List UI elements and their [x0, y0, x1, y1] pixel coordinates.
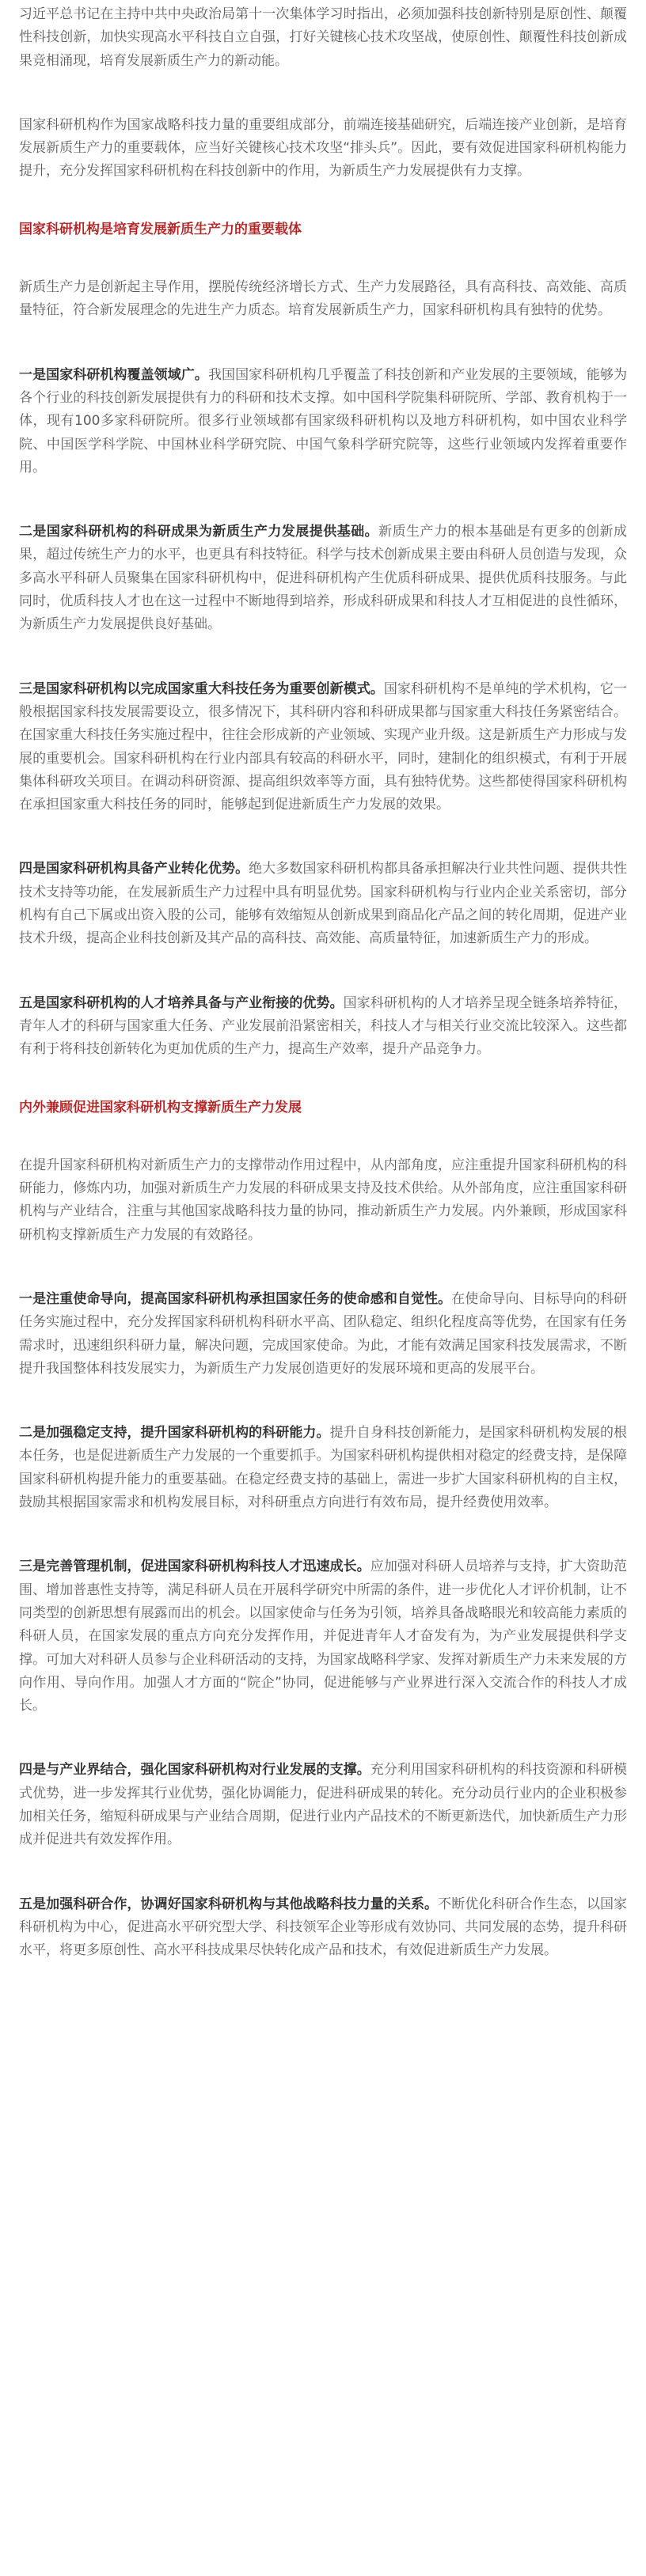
point-lead: 二是加强稳定支持，提升国家科研机构的科研能力。 [19, 1425, 330, 1441]
point-text: 国家科研机构不是单纯的学术机构，它一般根据国家科技发展需要设立，很多情况下，其科研内容和科研成果都与国家重大科技任务紧密结合。在国家重大科技任务实施过程中，往往会形成新的产业领域、实现产业升级。这是新质生产力形成与发展的重要机会。国家科研机构在行业内部具有较高的科研水平，同时，建制化的组织模式，有利于开展集体科研攻关项目。在调动科研资源、提高组织效率等方面，具有独特优势。这些都使得国家科研机构在承担国家重大科技任务的同时，能够起到促进新质生产力发展的效果。 [19, 680, 628, 813]
point-lead: 二是国家科研机构的科研成果为新质生产力发展提供基础。 [19, 524, 379, 540]
section-1-point-2 [19, 521, 627, 636]
section-2-point-1 [19, 1288, 627, 1381]
section-2-point-4 [19, 1759, 627, 1851]
section-2-intro [19, 1154, 627, 1247]
point-lead: 四是与产业界结合，强化国家科研机构对行业发展的支撑。 [19, 1762, 370, 1779]
point-lead: 一是注重使命导向，提高国家科研机构承担国家任务的使命感和自觉性。 [19, 1290, 452, 1307]
section-1-point-1 [19, 364, 627, 479]
intro-paragraph-2 [19, 114, 627, 184]
section-2-point-5 [19, 1893, 627, 1963]
intro-text-1: 习近平总书记在主持中共中央政治局第十一次集体学习时指出，必须加强科技创新特别是原创性、颠覆性科技创新，加快实现高水平科技自立自强，打好关键核心技术攻坚战，使原创性、颠覆性科技创新成果竞相涌现，培育发展新质生产力的新动能。 [19, 6, 627, 69]
section-1-point-4 [19, 858, 627, 950]
point-lead: 五是加强科研合作，协调好国家科研机构与其他战略科技力量的关系。 [19, 1896, 439, 1912]
section-2-intro-text: 在提升国家科研机构对新质生产力的支撑带动作用过程中，从内部角度，应注重提升国家科研机构的科研能力，修炼内功，加强对新质生产力发展的科研成果支持及技术供给。从外部角度，应注重国家科研机构与产业结合，注重与其他国家战略科技力量的协同，推动新质生产力发展。内外兼顾，形成国家科研机构支撑新质生产力发展的有效路径。 [19, 1157, 627, 1243]
point-text: 提升自身科技创新能力，是国家科研机构发展的根本任务，也是促进新质生产力发展的一个重要抓手。为国家科研机构提供相对稳定的经费支持，是保障国家科研机构提升能力的重要基础。在稳定经费支持的基础上，需进一步扩大国家科研机构的自主权，鼓励其根据国家需求和机构发展目标，对科研重点方向进行有效布局，提升经费使用效率。 [19, 1425, 628, 1511]
section-1-point-5 [19, 992, 627, 1062]
point-text: 不断优化科研合作生态，以国家科研机构为中心，促进高水平研究型大学、科技领军企业等形成有效协同、共同发展的态势，提升科研水平，将更多原创性、高水平科技成果尽快转化成产品和技术，有效促进新质生产力发展。 [19, 1896, 628, 1959]
point-text: 充分利用国家科研机构的科技资源和科研模式优势，进一步发挥其行业优势，强化协调能力，促进科研成果的转化。充分动员行业内的企业积极参加相关任务，缩短科研成果与产业结合周期，促进行业内产品技术的不断更新迭代，加快新质生产力形成并促进共有效发挥作用。 [19, 1762, 628, 1848]
point-text: 我国国家科研机构几乎覆盖了科技创新和产业发展的主要领域，能够为各个行业的科技创新发展提供有力的科研和技术支撑。如中国科学院集科研院所、学部、教育机构于一体，现有100多家科研院所。很多行业领域都有国家级科研机构以及地方科研机构，如中国农业科学院、中国医学科学院、中国林业科学研究院、中国气象科学研究院等，这些行业领域内发挥着重要作用。 [19, 366, 628, 475]
point-text: 绝大多数国家科研机构都具备承担解决行业共性问题、提供共性技术支持等功能，在发展新质生产力过程中具有明显优势。国家科研机构与行业内企业关系密切，部分机构有自己下属或出资入股的公司，能够有效缩短从创新成果到商品化产品之间的转化周期，促进产业技术升级，提高企业科技创新及其产品的高科技、高效能、高质量特征，加速新质生产力的形成。 [19, 861, 628, 947]
point-lead: 四是国家科研机构具备产业转化优势。 [19, 861, 249, 877]
point-lead: 三是完善管理机制，促进国家科研机构科技人才迅速成长。 [19, 1559, 370, 1575]
section-1-intro-text: 新质生产力是创新起主导作用，摆脱传统经济增长方式、生产力发展路径，具有高科技、高效能、高质量特征，符合新发展理念的先进生产力质态。培育发展新质生产力，国家科研机构具有独特的优势。 [19, 279, 627, 319]
section-2-point-3 [19, 1555, 627, 1718]
intro-text-2: 国家科研机构作为国家战略科技力量的重要组成部分，前端连接基础研究，后端连接产业创新，是培育发展新质生产力的重要载体，应当好关键核心技术攻坚“排头兵”。因此，要有效促进国家科研机构能力提升，充分发挥国家科研机构在科技创新中的作用，为新质生产力发展提供有力支撑。 [19, 116, 627, 180]
point-lead: 五是国家科研机构的人才培养具备与产业衔接的优势。 [19, 994, 344, 1011]
section-2-heading: 内外兼顾促进国家科研机构支撑新质生产力发展 [19, 1099, 302, 1116]
intro-paragraph-1 [19, 3, 627, 73]
point-text: 应加强对科研人员培养与支持，扩大资助范围、增加普惠性支持等，满足科研人员在开展科学研究中所需的条件，进一步优化人才评价机制，让不同类型的创新思想有展露而出的机会。以国家使命与任务为引领，培养具备战略眼光和较高能力素质的科研人员，在国家发展的重点方向充分发挥作用，并促进青年人才奋发有为，为产业发展提供科学支撑。可加大对科研人员参与企业科研活动的支持，为国家战略科学家、发挥对新质生产力未来发展的方向作用、导向作用。加强人才方面的“院企”协同，促进能够与产业界进行深入交流合作的科技人才成长。 [19, 1559, 628, 1714]
point-text: 在使命导向、目标导向的科研任务实施过程中，充分发挥国家科研机构科研水平高、团队稳定、组织化程度高等优势，在国家有任务需求时，迅速组织科研力量，解决问题，完成国家使命。为此，才能有效满足国家科技发展需求，不断提升我国整体科技发展实力，为新质生产力发展创造更好的发展环境和更高的发展平台。 [19, 1290, 628, 1377]
point-lead: 三是国家科研机构以完成国家重大科技任务为重要创新模式。 [19, 680, 384, 697]
section-1-heading: 国家科研机构是培育发展新质生产力的重要载体 [19, 221, 302, 237]
section-2-point-2 [19, 1422, 627, 1514]
point-lead: 一是国家科研机构覆盖领域广。 [19, 366, 208, 383]
point-text: 国家科研机构的人才培养呈现全链条培养特征，青年人才的科研与国家重大任务、产业发展前沿紧密相关，科技人才与相关行业交流比较深入。这些都有利于将科技创新转化为更加优质的生产力，提高生产效率，提升产品竞争力。 [19, 994, 628, 1058]
point-text: 新质生产力的根本基础是有更多的创新成果，超过传统生产力的水平，也更具有科技特征。科学与技术创新成果主要由科研人员创造与发现，众多高水平科研人员聚集在国家科研机构中，促进科研机构产生优质科研成果、提供优质科技服务。与此同时，优质科技人才也在这一过程中不断地得到培养，形成科研成果和科技人才互相促进的良性循环，为新质生产力发展提供良好基础。 [19, 524, 628, 633]
section-1-intro [19, 276, 627, 323]
section-1-point-3 [19, 678, 627, 817]
